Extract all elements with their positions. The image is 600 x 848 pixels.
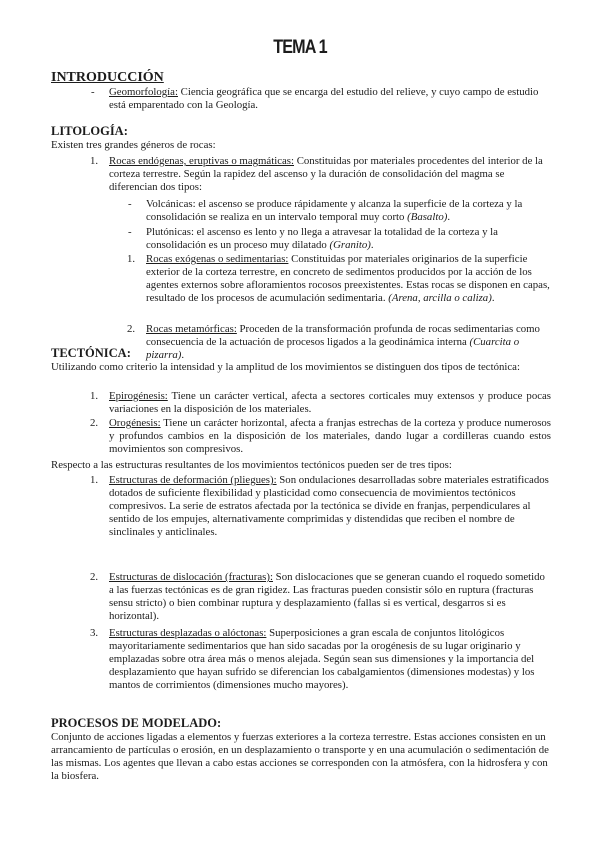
plutonicas-item [146,226,552,252]
tectonica-item-2 [109,417,551,456]
orogenesis-text: Tiene un carácter horizontal, afecta a franjas estrechas de la corteza y produce numerosos y profundos cambios en la disposición de los materiales, dando lugar a cordilleras cuando estos movimientos son compresivos. [109,417,551,455]
litologia-item-2-text: Constituidas por materiales originarios de la superficie exterior de la corteza terrestre, en concreto de sedimentos producidos por la acción de los agentes externos sobre afloramientos rocosos preexistentes. Estas rocas se disponen en capas, resultado de los procesos de acumulación sedimentaria. [146,253,550,304]
epirogenesis-term: Epirogénesis: [109,390,168,402]
structure-2-term: Estructuras de dislocación (fracturas): [109,571,273,583]
page-title: TEMA 1 [273,37,327,58]
litologia-lead: Existen tres grandes géneros de rocas: [51,139,216,151]
litologia-item-2-example: (Arena, arcilla o caliza) [388,292,492,304]
litologia-item-3-number: 2. [127,323,136,335]
intro-text: Ciencia geográfica que se encarga del estudio del relieve, y cuyo campo de estudio está emparentado con la Geología. [109,86,539,111]
structure-2-text: Son dislocaciones que se generan cuando el roquedo sometido a las fuerzas tectónicas es de gran rigidez. Las fracturas pueden consistir sólo en ruptura (fracturas sensu stricto) o bien combinar ruptura y desplazamiento (fallas si es vertical, desgarros si es horizontal). [109,571,545,622]
orogenesis-term: Orogénesis: [109,417,161,429]
structure-1-number: 1. [90,474,99,486]
plutonicas-end: . [370,239,374,251]
litologia-item-3-text: Proceden de la transformación profunda de rocas sedimentarias como consecuencia de la actuación de procesos ligados a la geodinámica interna [146,323,540,348]
litologia-item-3-example: (Cuarcita o pizarra) [146,336,520,361]
volcanicas-text: Volcánicas: el ascenso se produce rápidamente y alcanza la superficie de la corteza y la consolidación se realiza en un intervalo temporal muy corto [146,198,523,223]
litologia-item-2-number: 1. [127,253,136,265]
litologia-item-1-text: Constituidas por materiales procedentes del interior de la corteza terrestre. Según la rapidez del ascenso y la duración de consolidación del magma se diferencian dos tipos: [109,155,543,193]
litologia-item-2-term: Rocas exógenas o sedimentarias: [146,253,289,265]
tectonica-item-1-number: 1. [90,390,99,402]
tectonica-lead-2: Respecto a las estructuras resultantes de los movimientos tectónicos pueden ser de tres tipos: [51,459,452,471]
modelado-heading: PROCESOS DE MODELADO: [51,716,222,730]
structure-3-number: 3. [90,627,99,639]
modelado-paragraph: Conjunto de acciones ligadas a elementos y fuerzas exteriores a la corteza terrestre. Estas acciones consisten en un arrancamiento de partículas o erosión, en un desplazamiento o transporte y en una acumulación o sedimentación de las mismas. Los agentes que llevan a cabo estas acciones se corresponden con la atmósfera, con la hidrosfera y con la biosfera. [51,731,549,782]
tectonica-item-2-number: 2. [90,417,99,429]
litologia-item-3-end: . [181,349,185,361]
structure-2-number: 2. [90,571,99,583]
intro-heading: INTRODUCCIÓN [51,70,164,85]
structure-1-text: Son ondulaciones desarrolladas sobre materiales estratificados dotados de suficiente flexibilidad y plasticidad como consecuencia de movimientos tectónicos compresivos. La serie de estratos afectada por la tectónica se divide en franjas, perpendiculares al sentido de los empujes, alternativamente comprimidas y distendidas que reciben el nombre de sinclinales y anticlinales. [109,474,549,538]
volcanicas-item [146,198,552,224]
litologia-item-3 [146,323,552,362]
tectonica-lead: Utilizando como criterio la intensidad y la amplitud de los movimientos se distinguen dos tipos de tectónica: [51,361,520,373]
structure-1 [109,474,551,539]
volcanicas-example: (Basalto) [407,211,448,223]
structure-3 [109,627,551,692]
litologia-item-2 [146,253,552,305]
volcanicas-bullet: - [128,198,132,210]
litologia-item-2-end: . [491,292,495,304]
plutonicas-text: Plutónicas: el ascenso es lento y no llega a atravesar la totalidad de la corteza y la consolidación es un proceso muy dilatado [146,226,498,251]
litologia-item-1-number: 1. [90,155,99,167]
intro-bullet: - [91,86,95,98]
structure-2 [109,571,551,623]
litologia-item-3-term: Rocas metamórficas: [146,323,237,335]
tectonica-heading: TECTÓNICA: [51,346,131,360]
epirogenesis-text: Tiene un carácter vertical, afecta a sectores corticales muy extensos y produce pocas variaciones en la disposición de los materiales. [109,390,551,415]
intro-paragraph [109,86,553,112]
structure-3-text: Superposiciones a gran escala de conjuntos litológicos mayoritariamente sedimentarios que han sido sacadas por la orogénesis de su lugar originario y emplazadas sobre otra área más o menos alejada. Según sean sus dimensiones y la importancia del desplazamiento que hayan sufrido se diferencian los cabalgamientos (dimensiones modestas) y los mantos de corrimientos (dimensiones mucho mayores). [109,627,535,691]
plutonicas-example: (Granito) [329,239,371,251]
tectonica-item-1 [109,390,551,416]
intro-term: Geomorfología: [109,86,178,98]
plutonicas-bullet: - [128,226,132,238]
structure-1-term: Estructuras de deformación (pliegues): [109,474,277,486]
litologia-heading: LITOLOGÍA: [51,124,128,138]
litologia-item-1 [109,155,553,194]
litologia-item-1-term: Rocas endógenas, eruptivas o magmáticas: [109,155,294,167]
structure-3-term: Estructuras desplazadas o alóctonas: [109,627,267,639]
volcanicas-end: . [447,211,451,223]
